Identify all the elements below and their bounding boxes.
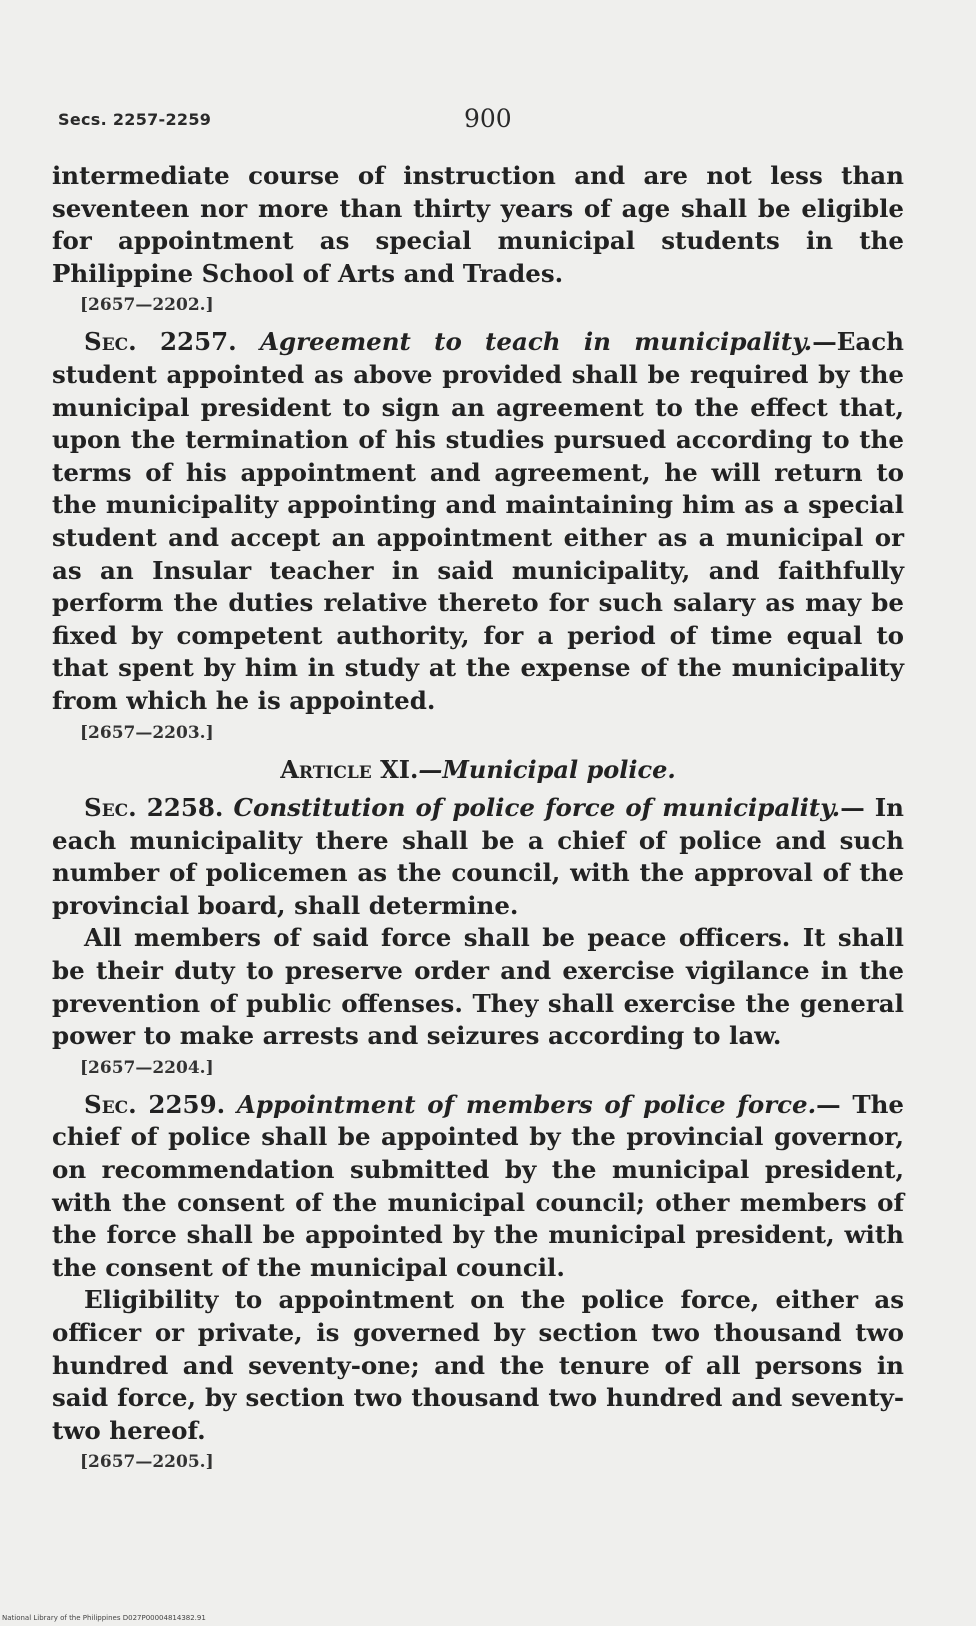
article-heading: [52, 754, 904, 787]
paragraph-eligibility: Eligibility to appointment on the police force, either as officer or private, is governed by section two thousand two hundred and seventy-one; and the tenure of all persons in said force, by section two thousand two hundred and seventy-two hereof.: [52, 1285, 904, 1445]
paragraph-peace-officers: All members of said force shall be peace officers. It shall be their duty to preserve order and exercise vigilance in the prevention of public offenses. They shall exercise the general power to make arrests and seizures according to law.: [52, 923, 904, 1051]
page-number: 900: [464, 104, 512, 133]
citation: [2657—2202.]: [80, 295, 214, 316]
section-heading: Constitution of police force of municipality.: [233, 793, 841, 823]
section-heading: Appointment of members of police force.: [236, 1089, 817, 1119]
section-2257: [52, 326, 904, 717]
article-label: Article XI.: [280, 754, 419, 784]
section-range: Secs. 2257-2259: [58, 110, 212, 129]
citation: [2657—2204.]: [80, 1057, 214, 1078]
page-body: [52, 160, 904, 1483]
section-label: Sec. 2257.: [84, 327, 237, 357]
citation: [2657—2205.]: [80, 1452, 214, 1473]
section-2259: [52, 1089, 904, 1285]
section-label: Sec. 2258.: [84, 793, 224, 823]
section-text: — The chief of police shall be appointed by the provincial governor, on recommendation submitted by the municipal president, with the consent of the municipal council; other members of the force shall be appointed by the municipal president, with the consent of the municipal council.: [52, 1089, 904, 1282]
library-watermark: National Library of the Philippines D027P00004814382.91: [2, 1614, 206, 1622]
page-header: [58, 104, 898, 140]
article-title: —Municipal police.: [418, 754, 676, 784]
section-label: Sec. 2259.: [84, 1089, 226, 1119]
section-heading: Agreement to teach in municipality.: [259, 327, 813, 357]
section-text: — In each municipality there shall be a chief of police and such number of policemen as the council, with the approval of the provincial board, shall determine.: [52, 793, 904, 920]
citation: [2657—2203.]: [80, 722, 214, 743]
section-2258: [52, 792, 904, 922]
paragraph-continuation: intermediate course of instruction and are not less than seventeen nor more than thirty years of age shall be eligible for appointment as special municipal students in the Philippine School of Arts and Trades.: [52, 161, 904, 288]
section-text: —Each student appointed as above provided shall be required by the municipal president to sign an agreement to the effect that, upon the termination of his studies pursued according to the terms of his appointment and agreement, he will return to the municipality appointing and maintaining him as a special student and accept an appointment either as a municipal or as an Insular teacher in said municipality, and faithfully perform the duties relative thereto for such salary as may be fixed by competent authority, for a period of time equal to that spent by him in study at the expense of the municipality from which he is appointed.: [52, 327, 904, 715]
